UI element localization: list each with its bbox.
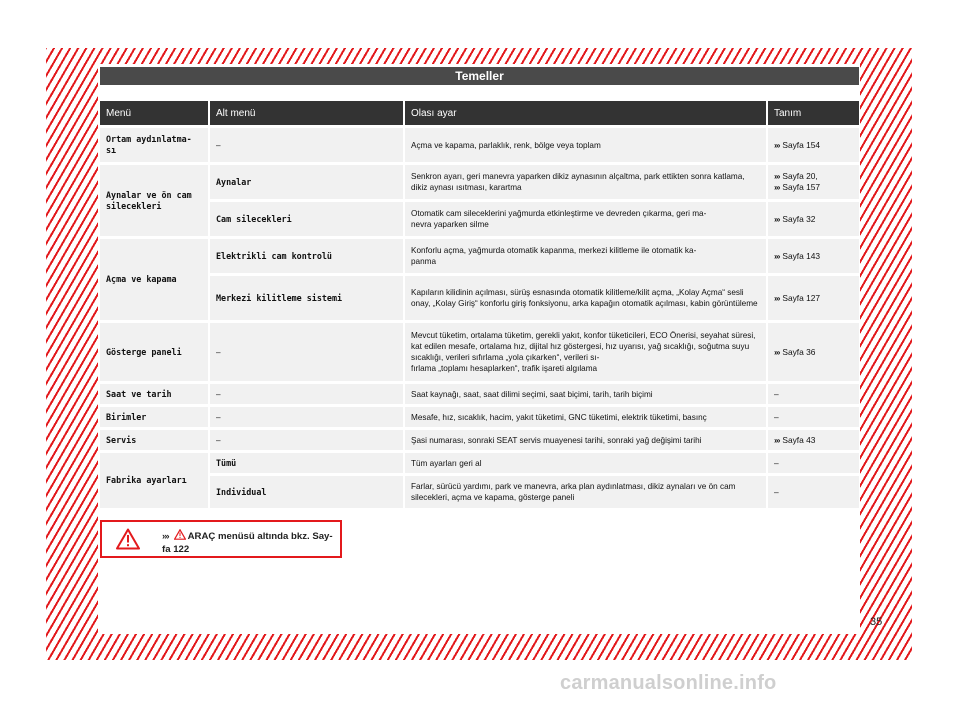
cell-description (768, 430, 859, 450)
cell-menu: Gösterge paneli (100, 323, 210, 381)
page-reference[interactable] (774, 171, 853, 182)
cell-menu: Aynalar ve ön cam silecekleri (100, 165, 210, 236)
cell-submenu: Cam silecekleri (210, 202, 405, 236)
column-header-description: Tanım (768, 101, 859, 125)
cell-description (768, 165, 859, 199)
page-reference[interactable] (774, 214, 853, 225)
page-reference-text: Sayfa 20, (782, 171, 818, 181)
page-reference-text: Sayfa 157 (782, 182, 821, 192)
table-row (100, 407, 859, 427)
table-row (100, 165, 859, 199)
table-header-row (100, 101, 859, 125)
cell-setting: Saat kaynağı, saat, saat dilimi seçimi, saat biçimi, tarih, tarih biçimi (405, 384, 768, 404)
section-header: Temeller (100, 67, 859, 85)
reference-arrow-icon: ››› (774, 182, 780, 192)
cell-submenu: – (210, 323, 405, 381)
table-row (100, 202, 859, 236)
page-reference-text: Sayfa 32 (782, 213, 816, 224)
reference-arrow-icon: ››› (774, 213, 780, 224)
cell-setting: Farlar, sürücü yardımı, park ve manevra, arka plan aydınlatması, dikiz aynaları ve ön cam silecekleri, açma ve kapama, gösterge paneli (405, 476, 768, 508)
page-reference-text: Sayfa 43 (782, 434, 816, 445)
cell-menu: Birimler (100, 407, 210, 427)
table-row (100, 128, 859, 162)
reference-arrow-icon: ››› (774, 346, 780, 357)
cell-description (768, 323, 859, 381)
cell-setting: Tüm ayarları geri al (405, 453, 768, 473)
cell-setting: Mevcut tüketim, ortalama tüketim, gerekli yakıt, konfor tüketicileri, ECO Önerisi, seyahat süresi, kat edilen mesafe, ortalama hız, dijital hız göstergesi, hız uyarısı, yağ sıcaklığı, soğutma suyu sıcaklığı, verileri sıfırlama „yola çıkarken“, verileri sı- fırlama „toplamı hesaplarken“, trafik işareti algılama (405, 323, 768, 381)
column-header-setting: Olası ayar (405, 101, 768, 125)
table-row (100, 453, 859, 473)
cell-submenu: Aynalar (210, 165, 405, 199)
page-number: 35 (870, 616, 883, 628)
page-reference-text: Sayfa 154 (782, 139, 821, 150)
page-reference[interactable] (774, 140, 853, 151)
cell-submenu: Merkezi kilitleme sistemi (210, 276, 405, 320)
cell-description (768, 128, 859, 162)
warning-box (100, 520, 342, 558)
reference-arrow-icon: ››› (774, 250, 780, 261)
settings-table (100, 98, 859, 511)
cell-submenu: – (210, 384, 405, 404)
page-reference[interactable] (774, 347, 853, 358)
cell-submenu: Individual (210, 476, 405, 508)
table-row (100, 476, 859, 508)
table-row (100, 276, 859, 320)
cell-description: – (768, 476, 859, 508)
cell-setting: Senkron ayarı, geri manevra yaparken dikiz aynasının alçaltma, park ettikten sonra katlama, dikiz aynası ısıtması, karartma (405, 165, 768, 199)
cell-submenu: – (210, 407, 405, 427)
reference-arrow-icon: ››› (774, 171, 780, 181)
page-reference[interactable] (774, 293, 853, 304)
reference-arrow-icon: ››› (162, 531, 169, 542)
warning-inline-icon (174, 529, 186, 544)
cell-setting: Konforlu açma, yağmurda otomatik kapanma, merkezi kilitleme ile otomatik ka- panma (405, 239, 768, 273)
cell-submenu: Elektrikli cam kontrolü (210, 239, 405, 273)
page-reference-text: Sayfa 143 (782, 250, 821, 261)
warning-reference-text: ARAÇ menüsü altında bkz. Say- fa 122 (162, 531, 333, 555)
table-row (100, 239, 859, 273)
page-reference[interactable] (774, 435, 853, 446)
cell-setting: Şasi numarası, sonraki SEAT servis muayenesi tarihi, sonraki yağ değişimi tarihi (405, 430, 768, 450)
column-header-submenu: Alt menü (210, 101, 405, 125)
table-row (100, 430, 859, 450)
cell-menu: Açma ve kapama (100, 239, 210, 320)
cell-setting: Kapıların kilidinin açılması, sürüş esnasında otomatik kilitleme/kilit açma, „Kolay Açma“ sesli onay, „Kolay Giriş“ konforlu giriş fonksiyonu, arka kapağın otomatik açılması, kabin görüntüleme (405, 276, 768, 320)
cell-description (768, 239, 859, 273)
warning-text (162, 529, 340, 556)
cell-menu: Servis (100, 430, 210, 450)
cell-setting: Otomatik cam sileceklerini yağmurda etkinleştirme ve devreden çıkarma, geri ma- nevra yaparken silme (405, 202, 768, 236)
watermark: carmanualsonline.info (560, 672, 777, 694)
page-reference[interactable] (774, 251, 853, 262)
table-row (100, 384, 859, 404)
cell-submenu: Tümü (210, 453, 405, 473)
page-reference-text: Sayfa 36 (782, 346, 816, 357)
cell-description: – (768, 453, 859, 473)
cell-menu: Saat ve tarih (100, 384, 210, 404)
column-header-menu: Menü (100, 101, 210, 125)
cell-description (768, 202, 859, 236)
cell-menu: Fabrika ayarları (100, 453, 210, 508)
table-body (100, 128, 859, 508)
page-reference-text: Sayfa 127 (782, 292, 821, 303)
cell-setting: Açma ve kapama, parlaklık, renk, bölge veya toplam (405, 128, 768, 162)
cell-menu: Ortam aydınlatma- sı (100, 128, 210, 162)
cell-description: – (768, 384, 859, 404)
warning-triangle-icon (116, 528, 140, 555)
cell-submenu: – (210, 430, 405, 450)
reference-arrow-icon: ››› (774, 434, 780, 445)
table-row (100, 323, 859, 381)
reference-arrow-icon: ››› (774, 139, 780, 150)
cell-setting: Mesafe, hız, sıcaklık, hacim, yakıt tüketimi, GNC tüketimi, elektrik tüketimi, basınç (405, 407, 768, 427)
reference-arrow-icon: ››› (774, 292, 780, 303)
cell-submenu: – (210, 128, 405, 162)
cell-description: – (768, 407, 859, 427)
page-reference[interactable] (774, 182, 853, 193)
cell-description (768, 276, 859, 320)
